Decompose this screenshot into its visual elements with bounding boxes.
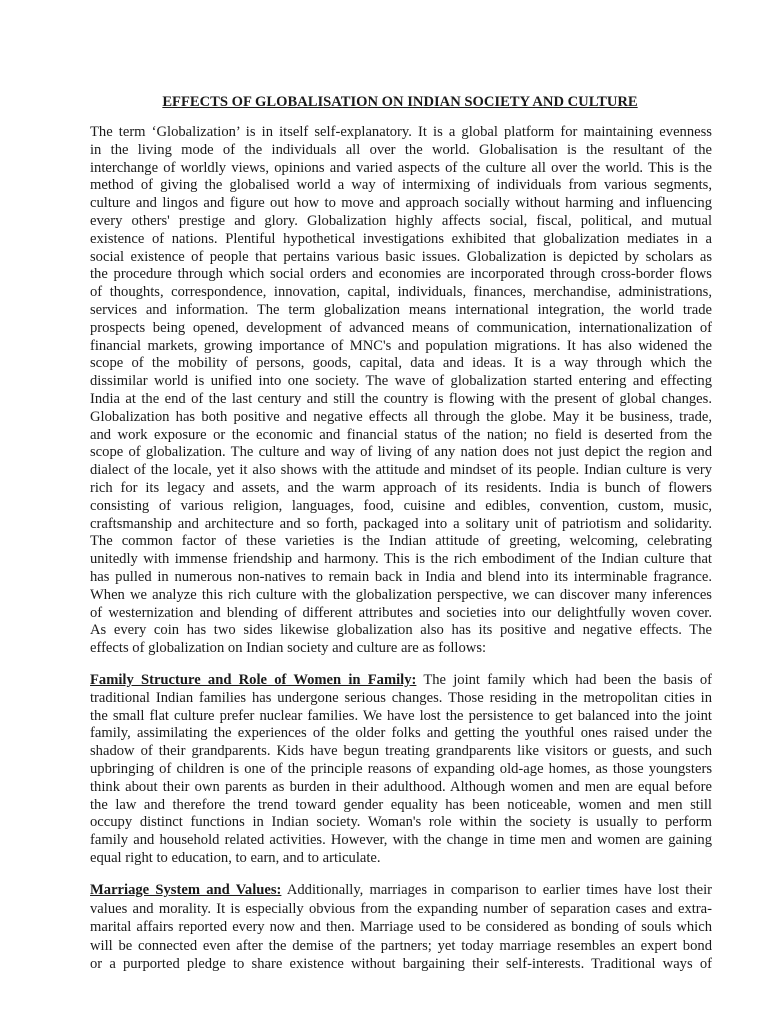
line-text: India at the end of the last century and still the country is flowing with the present of global changes. [90, 390, 712, 407]
text-line [90, 391, 712, 409]
text-line [90, 284, 712, 302]
text-line [90, 918, 712, 937]
line-text: traditional Indian families has undergone serious changes. Those residing in the metropolitan cities in [90, 689, 712, 706]
text-line [90, 708, 712, 726]
text-line [90, 725, 712, 743]
text-line [90, 320, 712, 338]
line-text: scope of the mobility of persons, goods, capital, data and ideas. It is a way through which the [90, 355, 712, 372]
line-text: equal right to education, to earn, and to articulate. [90, 849, 381, 866]
line-text: shadow of their grandparents. Kids have begun treating grandparents like visitors or guests, and such [90, 743, 712, 760]
line-text: the law and therefore the trend toward gender equality has been noticeable, women and men still [90, 796, 712, 813]
text-line [90, 672, 712, 690]
text-line [90, 124, 712, 142]
line-text: interchange of worldly views, opinions and varied aspects of the culture all over the world. This is the [90, 159, 712, 176]
line-text: think about their own parents as burden in their adulthood. Although women and men are equal before [90, 778, 712, 795]
line-text: or a purported pledge to share existence without bargaining their self-interests. Traditional ways of [90, 956, 712, 972]
line-text: will be connected even after the demise of the partners; yet today marriage resembles an expert bond [90, 937, 712, 954]
text-line [90, 533, 712, 551]
text-line [90, 587, 712, 605]
line-text: services and information. The term globalization means international integration, the world trade [90, 301, 712, 318]
line-text: family, assimilating the experiences of the older folks and getting the youthful ones raised under the [90, 725, 712, 742]
line-text: of westernization and blending of different attributes and societies into our delightfully woven cover. [90, 604, 712, 621]
text-line [90, 937, 712, 956]
text-line [90, 213, 712, 231]
line-text: Globalization has both positive and negative effects all through the globe. May it be business, trade, [90, 408, 712, 425]
text-line [90, 797, 712, 815]
line-text: and work exposure or the economic and financial status of the nation; no field is deserted from the [90, 426, 712, 443]
line-text: dialect of the locale, yet it also shows with the attitude and mindset of its people. Indian culture is very [90, 462, 712, 479]
text-line [90, 814, 712, 832]
line-text: social existence of people that pertains various basic issues. Globalization is depicted by scholars as [90, 248, 712, 265]
text-line [90, 373, 712, 391]
line-text: upbringing of children is one of the principle reasons of expanding old-age homes, as those youngsters [90, 760, 712, 777]
text-line [90, 266, 712, 284]
document-title: EFFECTS OF GLOBALISATION ON INDIAN SOCIETY AND CULTURE [162, 94, 638, 110]
line-text: culture and lingos and figure out how to move and approach socially without harming and influencing [90, 195, 712, 212]
text-line [90, 427, 712, 445]
line-text: existence of nations. Plentiful hypothetical investigations exhibited that globalization mediates in a [90, 230, 712, 247]
line-text: The common factor of these varieties is the Indian attitude of greeting, welcoming, celebrating [90, 533, 712, 550]
text-line [90, 480, 712, 498]
line-text: Additionally, marriages in comparison to earlier times have lost their [281, 882, 713, 898]
text-line [90, 249, 712, 267]
text-line [90, 690, 712, 708]
line-text: effects of globalization on Indian society and culture are as follows: [90, 640, 487, 657]
line-text: unitedly with immense friendship and harmony. This is the rich embodiment of the Indian culture that [90, 551, 712, 568]
text-line [90, 231, 712, 249]
text-line [90, 569, 712, 587]
text-line [90, 881, 712, 900]
text-line [90, 640, 712, 658]
paragraph-marriage-system [90, 881, 712, 974]
text-line [90, 761, 712, 779]
text-line [90, 195, 712, 213]
line-text: values and morality. It is especially obvious from the expanding number of separation cases and extra- [90, 900, 712, 917]
paragraph-introduction [90, 124, 712, 658]
text-line [90, 338, 712, 356]
line-text: scope of globalization. The culture and way of living of any nation does not just depict the region and [90, 444, 712, 461]
line-text: of thoughts, correspondence, innovation, capital, individuals, finances, merchandise, administrations, [90, 284, 712, 301]
line-text: As every coin has two sides likewise globalization also has its positive and negative effects. The [90, 622, 712, 639]
line-text: has pulled in numerous non-natives to remain back in India and blend into its interminable fragrance. [90, 568, 712, 585]
line-text: When we analyze this rich culture with the globalization perspective, we can discover many inferences [90, 586, 712, 603]
text-line [90, 160, 712, 178]
text-line [90, 779, 712, 797]
line-text: the procedure through which social orders and economies are incorporated through cross-border flows [90, 266, 712, 283]
line-text: method of giving the globalised world a way of intermixing of individuals from various segments, [90, 177, 712, 194]
text-line [90, 462, 712, 480]
line-text: The joint family which had been the basis of [416, 672, 712, 688]
text-line [90, 622, 712, 640]
line-text: family and household related activities. However, with the change in time men and women are gaining [90, 832, 712, 849]
text-line [90, 743, 712, 761]
section-heading: Marriage System and Values: [90, 882, 282, 898]
line-text: rich for its legacy and assets, and the warm approach of its residents. India is bunch of flowers [90, 479, 712, 496]
text-line [90, 142, 712, 160]
section-heading: Family Structure and Role of Women in Family: [90, 672, 417, 688]
text-line [90, 355, 712, 373]
text-line [90, 498, 712, 516]
paragraph-family-structure [90, 672, 712, 868]
text-line [90, 516, 712, 534]
line-text: every others' prestige and glory. Globalization highly affects social, fiscal, political, and mutual [90, 212, 712, 229]
line-text: marital affairs reported every now and then. Marriage used to be considered as bonding of souls which [90, 919, 712, 935]
line-text: consisting of various religion, languages, food, cuisine and edibles, convention, custom, music, [90, 497, 712, 514]
text-line [90, 605, 712, 623]
text-line [90, 551, 712, 569]
text-line [90, 900, 712, 919]
text-line [90, 832, 712, 850]
text-line [90, 850, 712, 868]
line-text: occupy distinct functions in Indian society. Woman's role within the society is usually to perform [90, 814, 712, 831]
line-text: prospects being opened, development of advanced means of communication, internationalization of [90, 319, 712, 336]
text-line [90, 444, 712, 462]
line-text: in the living mode of the individuals all over the world. Globalisation is the resultant of the [90, 141, 712, 158]
line-text: financial markets, growing importance of MNC's and population migrations. It has also widened the [90, 337, 712, 354]
line-text: The term ‘Globalization’ is in itself self-explanatory. It is a global platform for maintaining evenness [90, 124, 712, 140]
line-text: the small flat culture prefer nuclear families. We have lost the persistence to get balanced into the joint [90, 707, 712, 724]
line-text: dissimilar world is unified into one society. The wave of globalization started entering and effecting [90, 373, 712, 390]
text-line [90, 177, 712, 195]
text-line [90, 302, 712, 320]
line-text: craftsmanship and architecture and so forth, packaged into a solitary unit of patriotism and solidarity. [90, 515, 712, 532]
text-line [90, 409, 712, 427]
text-line [90, 955, 712, 974]
